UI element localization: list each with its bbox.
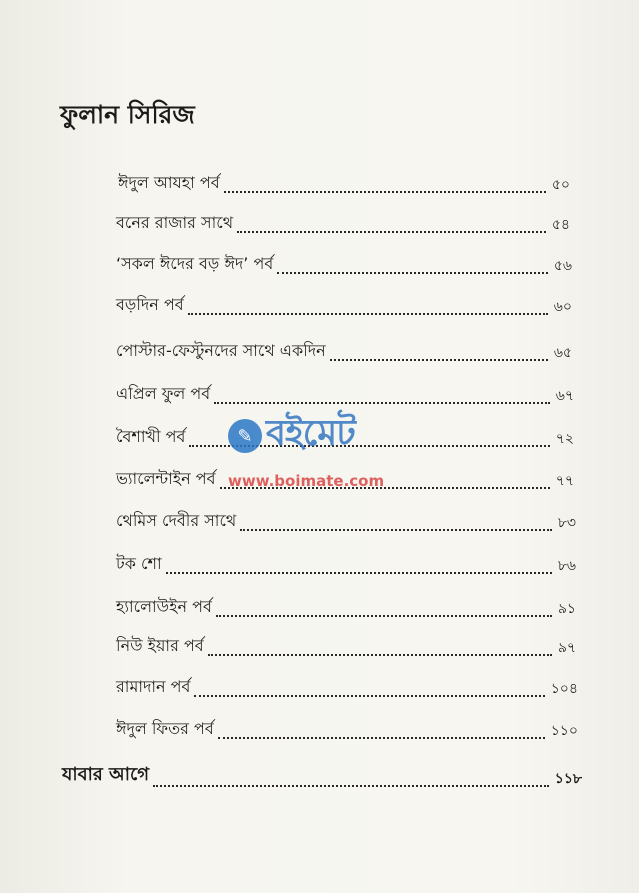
toc-entry-page: ৮৩: [557, 515, 576, 531]
toc-entry: [116, 424, 574, 451]
toc-entry: [116, 716, 578, 743]
watermark-url: www.boimate.com: [228, 472, 385, 490]
toc-entry-title: ঈদুল ফিতর পর্ব: [116, 719, 214, 738]
watermark-brand: বইমেট: [266, 413, 355, 454]
toc-entry-title: বড়দিন পর্ব: [116, 295, 184, 314]
toc-entry: [116, 674, 578, 701]
toc-entry-page: ৫৬: [553, 258, 572, 274]
toc-entry-page: ৬০: [553, 299, 572, 315]
dot-leader: [330, 358, 548, 361]
dot-leader: [208, 653, 552, 656]
toc-entry-title: থেমিস দেবীর সাথে: [116, 511, 237, 530]
book-icon: ✎: [228, 419, 262, 453]
toc-entry-page: ৫৪: [551, 217, 570, 233]
toc-entry-page: ১১০: [550, 723, 578, 739]
toc-entry-title: যাবার আগে: [62, 764, 150, 785]
toc-entry: [116, 381, 574, 408]
toc-entry-title: পোস্টার-ফেস্টুনদের সাথে একদিন: [116, 341, 326, 360]
toc-entry-page: ৬৫: [553, 345, 572, 361]
toc-entry-page: ৮৬: [557, 558, 576, 574]
dot-leader: [240, 528, 552, 531]
toc-entry-page: ৭২: [555, 431, 574, 447]
toc-entry: [116, 210, 570, 237]
toc-entry-page: ৯১: [557, 601, 576, 617]
toc-entry: [116, 508, 576, 535]
toc-entry-title: ভ্যালেন্টাইন পর্ব: [116, 469, 216, 488]
toc-entry-page: ৭৭: [555, 473, 574, 489]
toc-entry-page: ৯৭: [557, 640, 576, 656]
dot-leader: [216, 614, 552, 617]
dot-leader: [166, 571, 552, 574]
section-title: ফুলান সিরিজ: [60, 100, 195, 129]
toc-entry: [118, 170, 570, 197]
toc-entry: [116, 594, 576, 621]
dot-leader: [277, 271, 548, 274]
dot-leader: [224, 190, 546, 193]
toc-entry-title: রামাদান পর্ব: [116, 677, 191, 696]
toc-entry: [116, 251, 572, 278]
toc-entry-page: ৬৭: [555, 388, 574, 404]
toc-entry: [116, 338, 572, 365]
toc-entry-page: ১১৮: [554, 771, 582, 787]
dot-leader: [214, 401, 550, 404]
toc-entry-page: ১০৪: [550, 681, 578, 697]
toc-entry: [116, 633, 576, 660]
toc-entry: [116, 292, 572, 319]
toc-entry-title: ‘সকল ঈদের বড় ঈদ’ পর্ব: [116, 254, 274, 273]
toc-entry-title: টক শো: [116, 554, 162, 573]
toc-entry-title: নিউ ইয়ার পর্ব: [116, 636, 204, 655]
dot-leader: [194, 694, 544, 697]
dot-leader: [218, 736, 545, 739]
toc-entry-title: হ্যালোউইন পর্ব: [116, 597, 212, 616]
toc-entry-title: এপ্রিল ফুল পর্ব: [116, 384, 211, 403]
toc-entry-title: বৈশাখী পর্ব: [116, 427, 186, 446]
dot-leader: [153, 784, 549, 787]
dot-leader: [237, 230, 546, 233]
toc-entry-final: [62, 760, 582, 791]
toc-entry: [116, 551, 576, 578]
dot-leader: [188, 312, 548, 315]
dot-leader: [220, 486, 550, 489]
toc-entry-page: ৫০: [551, 177, 570, 193]
toc-entry-title: ঈদুল আযহা পর্ব: [118, 173, 220, 192]
toc-entry: [116, 466, 574, 493]
dot-leader: [189, 444, 549, 447]
toc-entry-title: বনের রাজার সাথে: [116, 213, 234, 232]
